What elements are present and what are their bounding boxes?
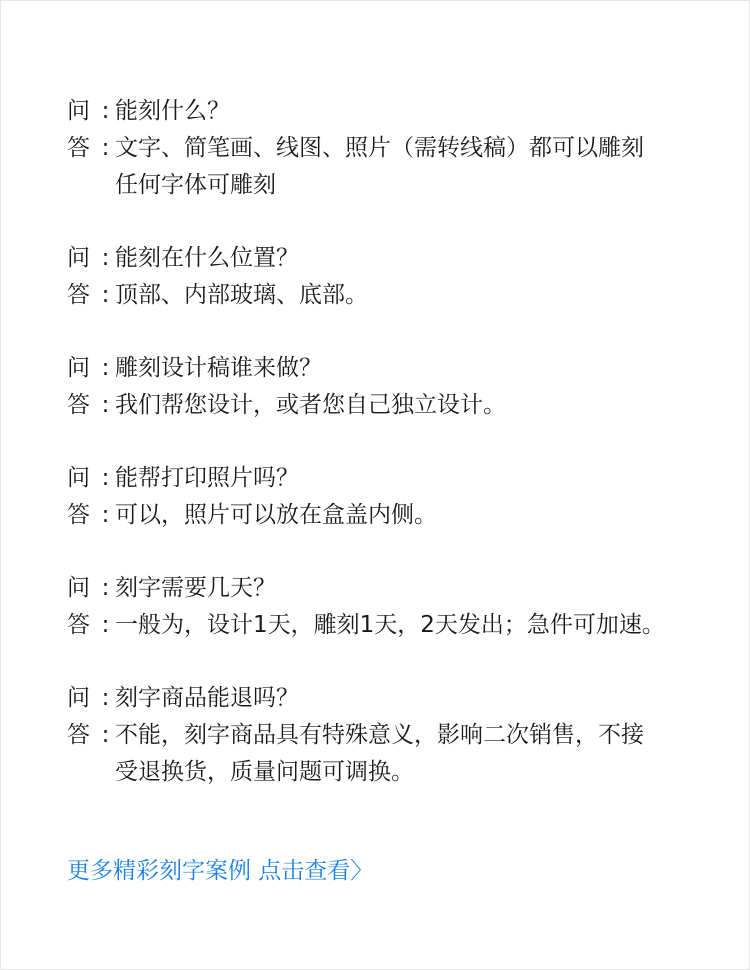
answer-text: 我们帮您设计，或者您自己独立设计。 (115, 392, 506, 418)
faq-item (67, 240, 707, 314)
question-text: 雕刻设计稿谁来做？ (115, 355, 322, 381)
spacer (67, 534, 707, 570)
colon: : (101, 135, 110, 161)
answer-tag: 答 (67, 282, 90, 308)
answer-line (67, 607, 707, 644)
colon: : (101, 722, 110, 748)
answer-tag: 答 (67, 612, 90, 638)
colon: : (101, 612, 110, 638)
faq-item (67, 570, 707, 644)
question-tag: 问 (67, 355, 90, 381)
question-text: 刻字需要几天？ (115, 575, 276, 601)
colon: : (101, 392, 110, 418)
faq-item (67, 93, 707, 204)
question-tag: 问 (67, 245, 90, 271)
colon: : (101, 575, 110, 601)
colon: : (101, 98, 110, 124)
spacer (67, 204, 707, 240)
answer-tag: 答 (67, 135, 90, 161)
answer-line (67, 717, 707, 791)
answer-tag: 答 (67, 502, 90, 528)
question-line (67, 350, 707, 387)
question-line (67, 240, 707, 277)
answer-text: 文字、简笔画、线图、照片（需转线稿）都可以雕刻 任何字体可雕刻 (115, 135, 644, 198)
colon: : (101, 355, 110, 381)
answer-text: 一般为，设计1天，雕刻1天，2天发出；急件可加速。 (115, 612, 665, 638)
more-cases-link[interactable]: 更多精彩刻字案例 点击查看〉 (67, 858, 374, 884)
question-tag: 问 (67, 98, 90, 124)
question-line (67, 93, 707, 130)
question-tag: 问 (67, 685, 90, 711)
answer-tag: 答 (67, 722, 90, 748)
answer-line (67, 497, 707, 534)
colon: : (101, 465, 110, 491)
question-text: 能刻什么？ (115, 98, 230, 124)
answer-line (67, 387, 707, 424)
faq-list (67, 93, 707, 791)
colon: : (101, 282, 110, 308)
faq-item (67, 680, 707, 791)
answer-text: 顶部、内部玻璃、底部。 (115, 282, 368, 308)
question-text: 能刻在什么位置？ (115, 245, 299, 271)
colon: : (101, 685, 110, 711)
question-text: 能帮打印照片吗？ (115, 465, 299, 491)
answer-tag: 答 (67, 392, 90, 418)
question-line (67, 460, 707, 497)
faq-item (67, 460, 707, 534)
question-line (67, 570, 707, 607)
colon: : (101, 245, 110, 271)
spacer (67, 644, 707, 680)
question-tag: 问 (67, 575, 90, 601)
answer-text: 不能，刻字商品具有特殊意义，影响二次销售，不接 受退换货，质量问题可调换。 (115, 722, 644, 785)
question-text: 刻字商品能退吗？ (115, 685, 299, 711)
answer-text: 可以，照片可以放在盒盖内侧。 (115, 502, 437, 528)
colon: : (101, 502, 110, 528)
spacer (67, 424, 707, 460)
question-line (67, 680, 707, 717)
question-tag: 问 (67, 465, 90, 491)
faq-item (67, 350, 707, 424)
answer-line (67, 277, 707, 314)
answer-line (67, 130, 707, 204)
spacer (67, 314, 707, 350)
